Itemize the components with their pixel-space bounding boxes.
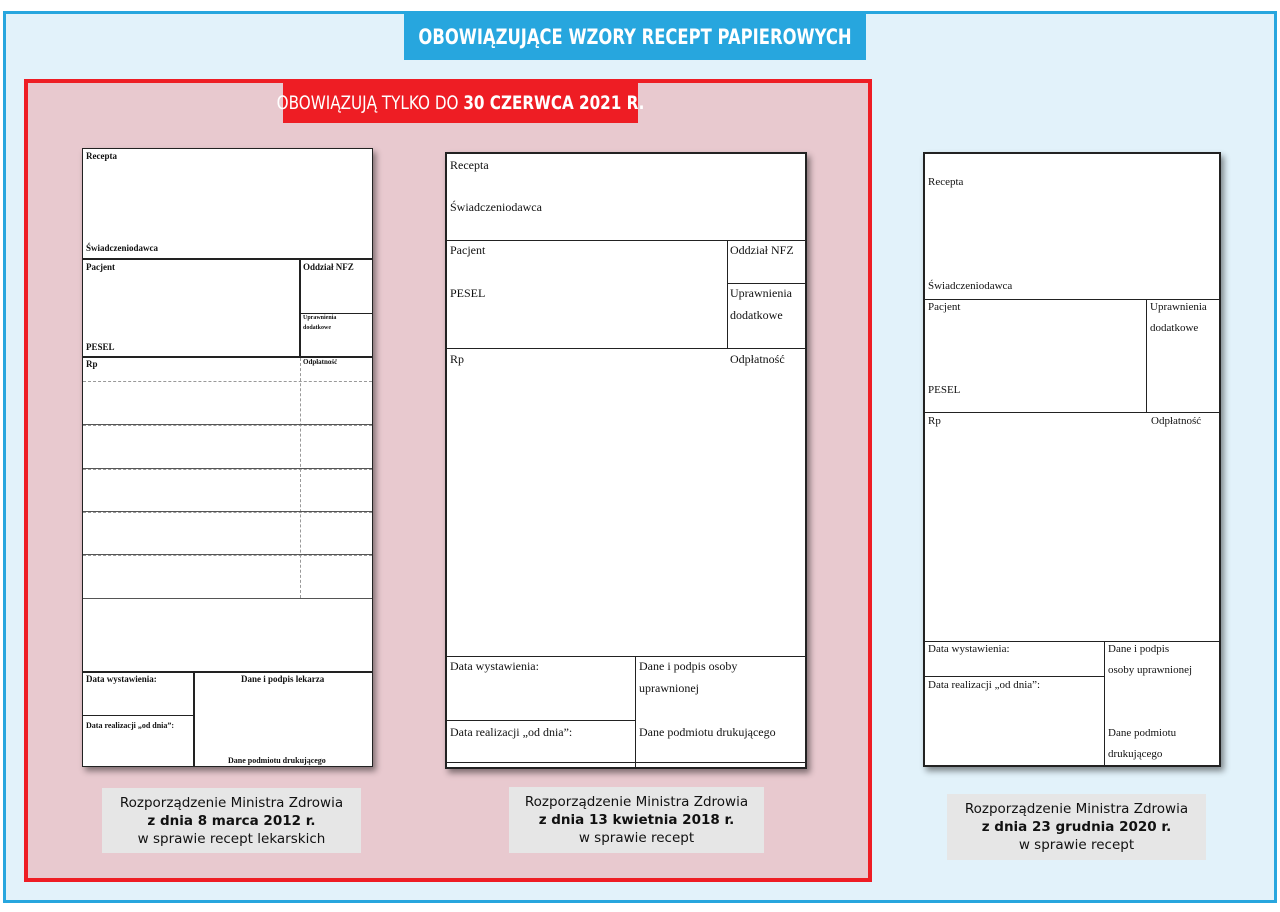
form-label-payment: Odpłatność xyxy=(1151,415,1202,427)
form-label-provider: Świadczeniodawca xyxy=(86,243,158,253)
caption-line: Rozporządzenie Ministra Zdrowia xyxy=(964,801,1189,817)
caption-2018 xyxy=(509,787,764,853)
form-divider xyxy=(83,425,372,426)
form-label-recepta: Recepta xyxy=(86,151,117,161)
form-label-realization-date: Data realizacji „od dnia”: xyxy=(450,725,573,739)
expiry-date: 30 CZERWCA 2021 R. xyxy=(463,91,645,114)
form-label-realization-date: Data realizacji „od dnia”: xyxy=(86,721,175,730)
caption-date: z dnia 23 grudnia 2020 r. xyxy=(981,819,1172,835)
form-divider xyxy=(83,381,372,382)
form-divider xyxy=(727,240,728,348)
form-divider xyxy=(83,469,372,470)
form-label-printer-1: Dane podmiotu xyxy=(1108,727,1177,739)
form-label-payment: Odpłatność xyxy=(730,352,785,366)
form-label-printer-2: drukującego xyxy=(1108,748,1163,760)
expiry-banner-text xyxy=(276,82,645,123)
caption-line: w sprawie recept lekarskich xyxy=(137,830,326,847)
form-label-person-1: Dane i podpis osoby xyxy=(639,659,738,673)
form-label-nfz: Oddział NFZ xyxy=(730,243,794,257)
form-label-payment: Odpłatność xyxy=(303,358,338,366)
form-divider xyxy=(1104,641,1105,765)
form-divider xyxy=(83,598,372,599)
form-divider xyxy=(300,358,301,598)
form-label-person-1: Dane i podpis xyxy=(1108,643,1170,655)
form-divider xyxy=(83,258,372,260)
form-label-printer: Dane podmiotu drukującego xyxy=(639,725,776,739)
form-label-realization-date: Data realizacji „od dnia”: xyxy=(928,679,1041,691)
form-label-pesel: PESEL xyxy=(450,286,486,300)
caption-line: Rozporządzenie Ministra Zdrowia xyxy=(119,794,344,811)
caption-date: z dnia 8 marca 2012 r. xyxy=(147,812,316,829)
form-divider xyxy=(1146,299,1147,412)
form-label-rp: Rp xyxy=(86,359,98,369)
caption-2020 xyxy=(947,794,1206,860)
form-divider xyxy=(83,715,194,716)
form-label-person-2: uprawnionej xyxy=(639,681,699,695)
form-label-patient: Pacjent xyxy=(450,243,486,257)
form-label-rp: Rp xyxy=(928,415,941,427)
form-label-issue-date: Data wystawienia: xyxy=(928,643,1010,655)
prescription-form-2018 xyxy=(445,152,807,769)
form-divider xyxy=(83,671,372,673)
form-divider xyxy=(83,555,372,556)
form-label-issue-date: Data wystawienia: xyxy=(86,674,157,684)
caption-line: Rozporządzenie Ministra Zdrowia xyxy=(524,794,749,810)
form-label-person-2: osoby uprawnionej xyxy=(1108,664,1193,676)
page-title: OBOWIĄZUJĄCE WZORY RECEPT PAPIEROWYCH xyxy=(418,24,852,49)
form-label-provider: Świadczeniodawca xyxy=(928,280,1013,292)
form-label-rp: Rp xyxy=(450,352,465,366)
form-divider xyxy=(635,656,636,767)
form-label-pesel: PESEL xyxy=(86,342,115,352)
caption-2012 xyxy=(102,788,361,853)
form-label-issue-date: Data wystawienia: xyxy=(450,659,539,673)
expiry-banner xyxy=(276,82,645,123)
form-label-nfz: Oddział NFZ xyxy=(303,262,354,272)
form-label-entitlements-2: dodatkowe xyxy=(730,308,783,322)
form-label-entitlements-1: Uprawnienia xyxy=(730,286,792,300)
form-divider xyxy=(447,762,805,763)
prescription-form-2012 xyxy=(82,148,373,767)
form-divider xyxy=(299,259,301,357)
form-label-printer: Dane podmiotu drukującego xyxy=(228,756,326,765)
form-label-doctor: Dane i podpis lekarza xyxy=(241,674,325,684)
form-label-patient: Pacjent xyxy=(928,301,961,313)
form-label-entitlements-2: dodatkowe xyxy=(1150,322,1199,334)
form-label-entitlements-1: Uprawnienia xyxy=(1150,301,1207,313)
form-label-pesel: PESEL xyxy=(928,384,961,396)
caption-line: w sprawie recept xyxy=(1018,837,1135,853)
form-label-patient: Pacjent xyxy=(86,262,115,272)
form-divider xyxy=(83,512,372,513)
form-divider xyxy=(193,672,195,766)
page-title-banner xyxy=(404,13,866,60)
caption-line: w sprawie recept xyxy=(578,830,695,846)
prescription-form-2020 xyxy=(923,152,1221,767)
form-label-entitlements: Uprawnienia dodatkowe xyxy=(303,315,337,331)
caption-date: z dnia 13 kwietnia 2018 r. xyxy=(538,812,735,828)
expiry-prefix: OBOWIĄZUJĄ TYLKO DO xyxy=(276,91,459,114)
form-label-recepta: Recepta xyxy=(928,176,964,188)
form-label-provider: Świadczeniodawca xyxy=(450,200,542,214)
form-label-recepta: Recepta xyxy=(450,158,489,172)
